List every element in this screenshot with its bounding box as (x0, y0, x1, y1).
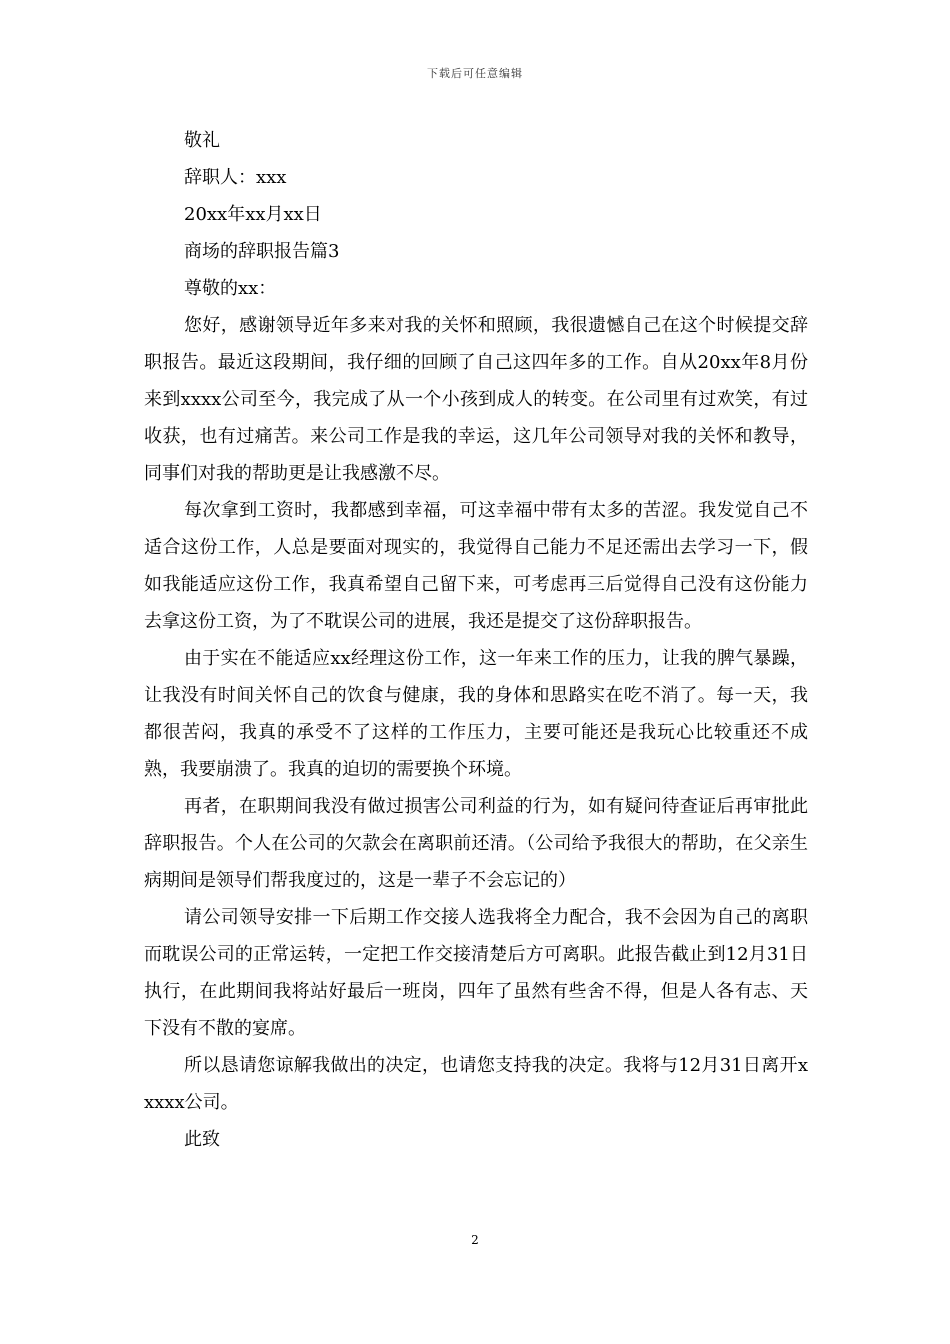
page-header: 下载后可任意编辑 (427, 67, 523, 80)
paragraph-2: 每次拿到工资时，我都感到幸福，可这幸福中带有太多的苦涩。我发觉自己不适合这份工作，人总是要面对现实的，我觉得自己能力不足还需出去学习一下，假如我能适应这份工作，我真希望自己留下来，可考虑再三后觉得自己没有这份能力去拿这份工资，为了不耽误公司的进展，我还是提交了这份辞职报告。 (144, 500, 808, 632)
page-number: 2 (471, 1233, 479, 1247)
paragraph-6: 所以恳请您谅解我做出的决定，也请您支持我的决定。我将与12月31日离开xxxxx公司。 (144, 1055, 808, 1113)
paragraph-4: 再者，在职期间我没有做过损害公司利益的行为，如有疑问待查证后再审批此辞职报告。个人在公司的欠款会在离职前还清。（公司给予我很大的帮助，在父亲生病期间是领导们帮我度过的，这是一辈子不会忘记的） (144, 796, 808, 891)
closing-signer: 辞职人：xxx (184, 167, 287, 188)
sign-off: 此致 (184, 1129, 220, 1150)
closing-salutation: 敬礼 (184, 130, 220, 151)
document-body (144, 122, 808, 1158)
paragraph-5: 请公司领导安排一下后期工作交接人选我将全力配合，我不会因为自己的离职而耽误公司的正常运转，一定把工作交接清楚后方可离职。此报告截止到12月31日执行，在此期间我将站好最后一班岗，四年了虽然有些舍不得，但是人各有志、天下没有不散的宴席。 (144, 907, 808, 1039)
section-title: 商场的辞职报告篇3 (184, 241, 340, 262)
closing-date: 20xx年xx月xx日 (184, 204, 322, 225)
letter-greeting: 尊敬的xx： (184, 278, 277, 299)
paragraph-3: 由于实在不能适应xx经理这份工作，这一年来工作的压力，让我的脾气暴躁，让我没有时间关怀自己的饮食与健康，我的身体和思路实在吃不消了。每一天，我都很苦闷，我真的承受不了这样的工作压力，主要可能还是我玩心比较重还不成熟，我要崩溃了。我真的迫切的需要换个环境。 (144, 648, 808, 780)
paragraph-1: 您好，感谢领导近年多来对我的关怀和照顾，我很遗憾自己在这个时候提交辞职报告。最近这段期间，我仔细的回顾了自己这四年多的工作。自从20xx年8月份来到xxxx公司至今，我完成了从一个小孩到成人的转变。在公司里有过欢笑，有过收获，也有过痛苦。来公司工作是我的幸运，这几年公司领导对我的关怀和教导，同事们对我的帮助更是让我感激不尽。 (144, 315, 808, 484)
